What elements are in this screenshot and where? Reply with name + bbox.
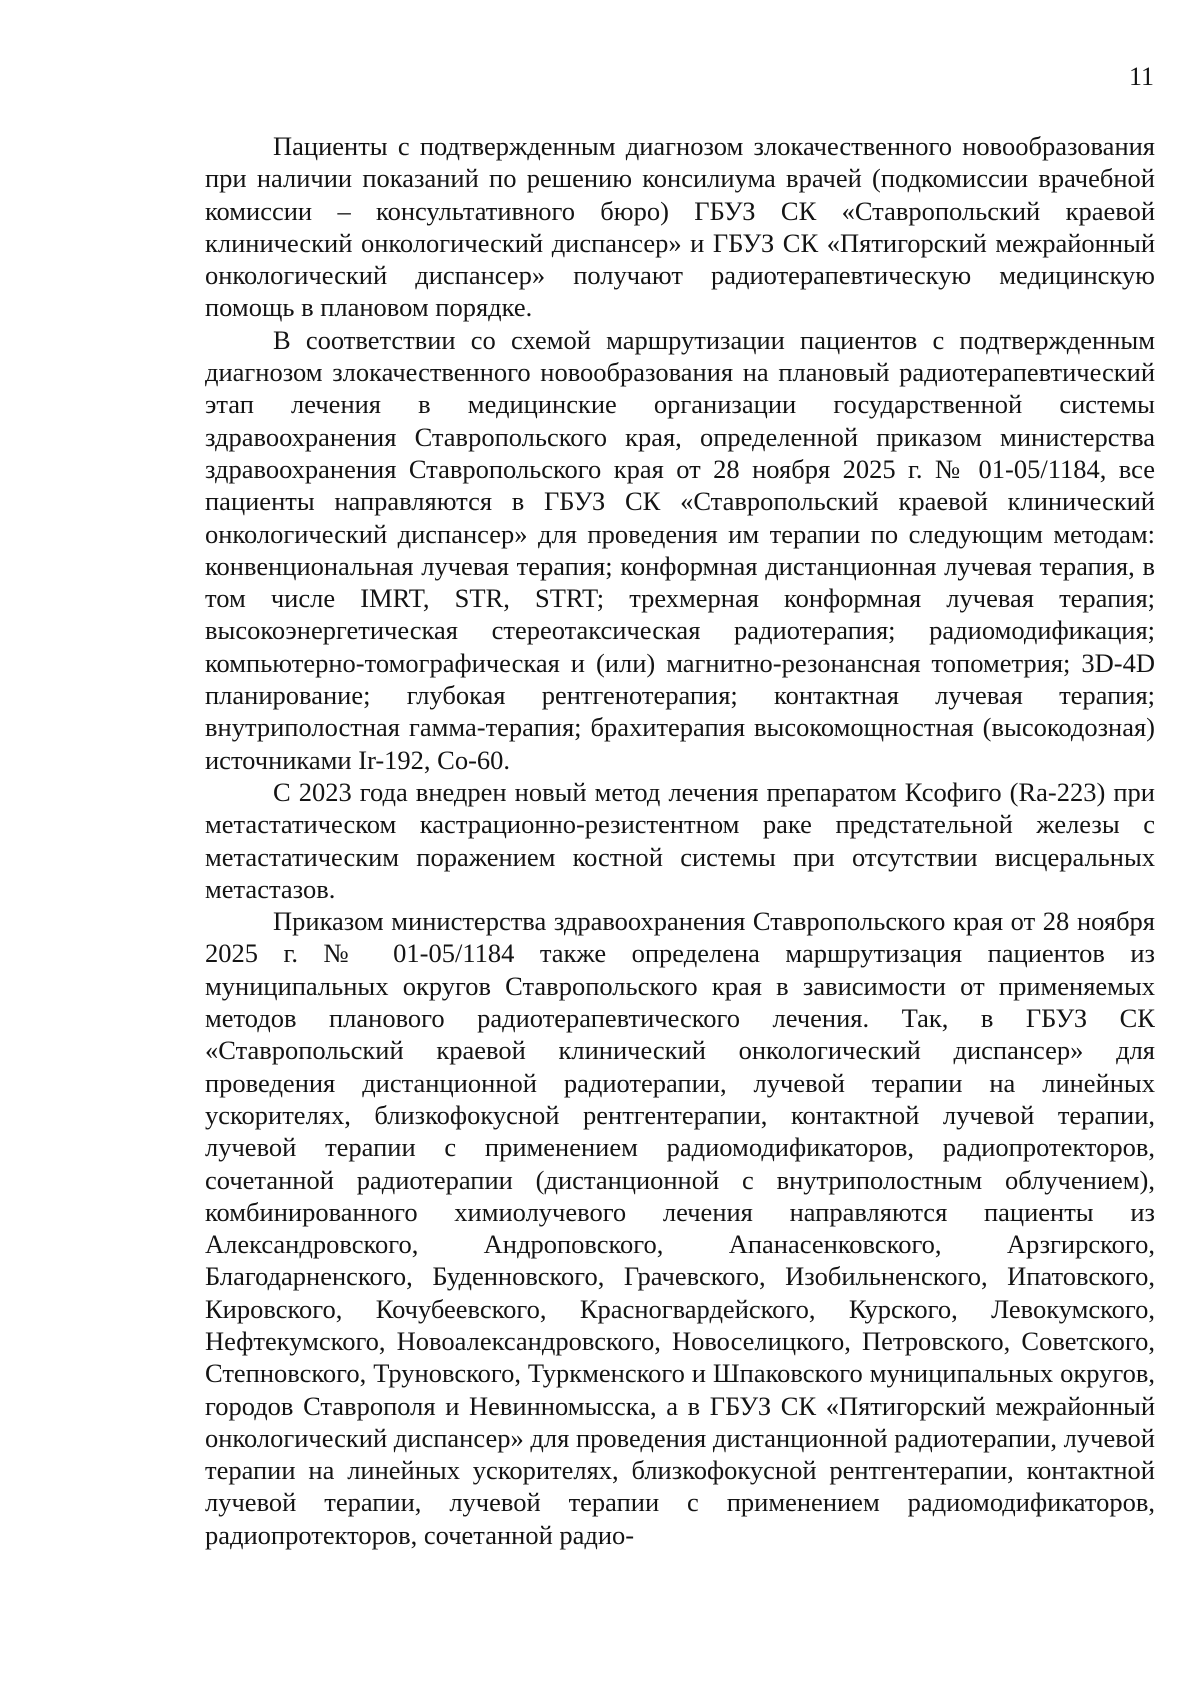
paragraph-municipal-routing: Приказом министерства здравоохранения Ставропольского края от 28 ноября 2025 г. № 01-05/1184 также определена маршрутизация пациентов из муниципальных округов Ставропольского края в зависимости от применяемых методов планового радиотерапевтического лечения. Так, в ГБУЗ СК «Ставропольский краевой клинический онкологический диспансер» для проведения дистанционной радиотерапии, лучевой терапии на линейных ускорителях, близкофокусной рентгентерапии, контактной лучевой терапии, лучевой терапии с применением радиомодификаторов, радиопротекторов, сочетанной радиотерапии (дистанционной с внутриполостным облучением), комбинированного химиолучевого лечения направляются пациенты из Александровского, Андроповского, Апанасенковского, Арзгирского, Благодарненского, Буденновского, Грачевского, Изобильненского, Ипатовского, Кировского, Кочубеевского, Красногвардейского, Курского, Левокумского, Нефтекумского, Новоалександровского, Новоселицкого, Петровского, Советского, Степновского, Труновского, Туркменского и Шпаковского муниципальных округов, городов Ставрополя и Невинномысска, а в ГБУЗ СК «Пятигорский межрайонный онкологический диспансер» для проведения дистанционной радиотерапии, лучевой терапии на линейных ускорителях, близкофокусной рентгентерапии, контактной лучевой терапии, лучевой терапии с применением радиомодификаторов, радиопротекторов, сочетанной радио- bbox=[205, 906, 1155, 1550]
page-number: 11 bbox=[1128, 62, 1154, 91]
paragraph-routing-scheme: В соответствии со схемой маршрутизации пациентов с подтвержденным диагнозом злокачественного новообразования на плановый радиотерапевтический этап лечения в медицинские организации государственной системы здравоохранения Ставропольского края, определенной приказом министерства здравоохранения Ставропольского края от 28 ноября 2025 г. № 01-05/1184, все пациенты направляются в ГБУЗ СК «Ставропольский краевой клинический онкологический диспансер» для проведения им терапии по следующим методам: конвенциональная лучевая терапия; конформная дистанционная лучевая терапия, в том числе IMRT, STR, STRT; трехмерная конформная лучевая терапия; высокоэнергетическая стереотаксическая радиотерапия; радиомодификация; компьютерно-томографическая и (или) магнитно-резонансная топометрия; 3D-4D планирование; глубокая рентгенотерапия; контактная лучевая терапия; внутриполостная гамма-терапия; брахитерапия высокомощностная (высокодозная) источниками Ir-192, Co-60. bbox=[205, 324, 1155, 775]
paragraph-patients-radiotherapy: Пациенты с подтвержденным диагнозом злокачественного новообразования при наличии показаний по решению консилиума врачей (подкомиссии врачебной комиссии – консультативного бюро) ГБУЗ СК «Ставропольский краевой клинический онкологический диспансер» и ГБУЗ СК «Пятигорский межрайонный онкологический диспансер» получают радиотерапевтическую медицинскую помощь в плановом порядке. bbox=[205, 131, 1155, 323]
paragraph-xofigo-method: С 2023 года внедрен новый метод лечения препаратом Ксофиго (Ra-223) при метастатическом кастрационно-резистентном раке предстательной железы с метастатическим поражением костной системы при отсутствии висцеральных метастазов. bbox=[205, 776, 1155, 904]
body-text bbox=[205, 130, 1155, 1551]
